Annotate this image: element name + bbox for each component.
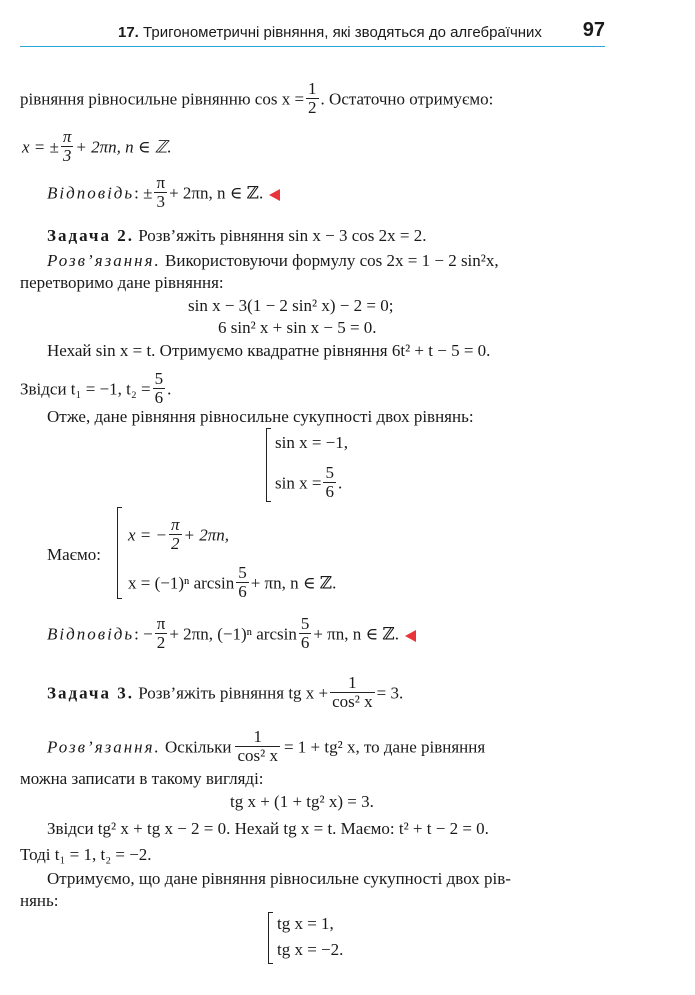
- answer-2: Відповідь: − $\frac{\pi}{2}$ + 2πn, (−1)ⁿ arcsin $\frac{5}{6}$ + πn, n ∈ ℤ.: [47, 617, 416, 654]
- equation-line: tg x = 1,: [277, 914, 334, 933]
- chapter-title: 17. Тригонометричні рівняння, які зводяться до алгебраїчних: [118, 24, 542, 41]
- system-bracket: [266, 428, 271, 502]
- equation-line: sin x = −1,: [275, 433, 349, 452]
- equation-line: tg x = −2.: [277, 940, 344, 959]
- equation-line: x = (−1)ⁿ arcsin $\frac{5}{6}$ + πn, n ∈ ℤ.: [128, 563, 337, 601]
- text-line: рівняння рівносильне рівнянню cos x = $\frac{1}{2}$ . Остаточно отримуємо:: [20, 79, 494, 117]
- page-number: 97: [582, 19, 605, 41]
- solution-2: Розв’язання. Використовуючи формулу cos 2x = 1 − 2 sin²x,: [47, 251, 499, 270]
- equation-line: tg x + (1 + tg² x) = 3.: [230, 792, 374, 811]
- solution-3: Розв’язання. Оскільки $\frac{1}{\text{cos² x}}$ = 1 + tg² x, то дане рівняння: [47, 727, 486, 765]
- text-line: Отже, дане рівняння рівносильне сукупності двох рівнянь:: [47, 407, 474, 426]
- equation-line: x = ± $\frac{\pi}{3}$ + 2πn, n ∈ ℤ.: [22, 127, 172, 165]
- page-header: [20, 20, 605, 47]
- text-line: Отримуємо, що дане рівняння рівносильне сукупності двох рів-: [47, 869, 511, 888]
- text-line: перетворимо дане рівняння:: [20, 273, 224, 292]
- answer-1: Відповідь: ± $\frac{\pi}{3}$ + 2πn, n ∈ ℤ.: [47, 176, 280, 213]
- text-line: Нехай sin x = t. Отримуємо квадратне рівняння 6t² + t − 5 = 0.: [47, 341, 491, 360]
- equation-line: sin x = $\frac{5}{6}$ .: [275, 463, 343, 501]
- text-line: нянь:: [20, 891, 59, 910]
- equation-line: Звідси tg² x + tg x − 2 = 0. Нехай tg x = t. Маємо: t² + t − 2 = 0.: [47, 819, 489, 838]
- equation-line: sin x − 3(1 − 2 sin² x) − 2 = 0;: [188, 296, 394, 315]
- task-3: Задача 3. Розв’яжіть рівняння tg x + $\frac{1}{\text{cos² x}}$ = 3.: [47, 673, 404, 711]
- end-marker-icon: [405, 630, 416, 642]
- task-2: Задача 2. Розв’яжіть рівняння sin x − 3 cos 2x = 2.: [47, 226, 427, 245]
- equation-line: 6 sin² x + sin x − 5 = 0.: [218, 318, 377, 337]
- system-bracket: [268, 912, 273, 964]
- text-line: можна записати в такому вигляді:: [20, 769, 264, 788]
- end-marker-icon: [269, 189, 280, 201]
- roots-line: Звідси t₁ = −1, t₂ = $\frac{5}{6}$ .: [20, 369, 172, 407]
- roots-line: Тоді t₁ = 1, t₂ = −2.: [20, 845, 152, 864]
- system-bracket: [117, 507, 122, 599]
- equation-line: x = − $\frac{\pi}{2}$ + 2πn,: [128, 515, 230, 553]
- have-label: Маємо:: [47, 545, 101, 564]
